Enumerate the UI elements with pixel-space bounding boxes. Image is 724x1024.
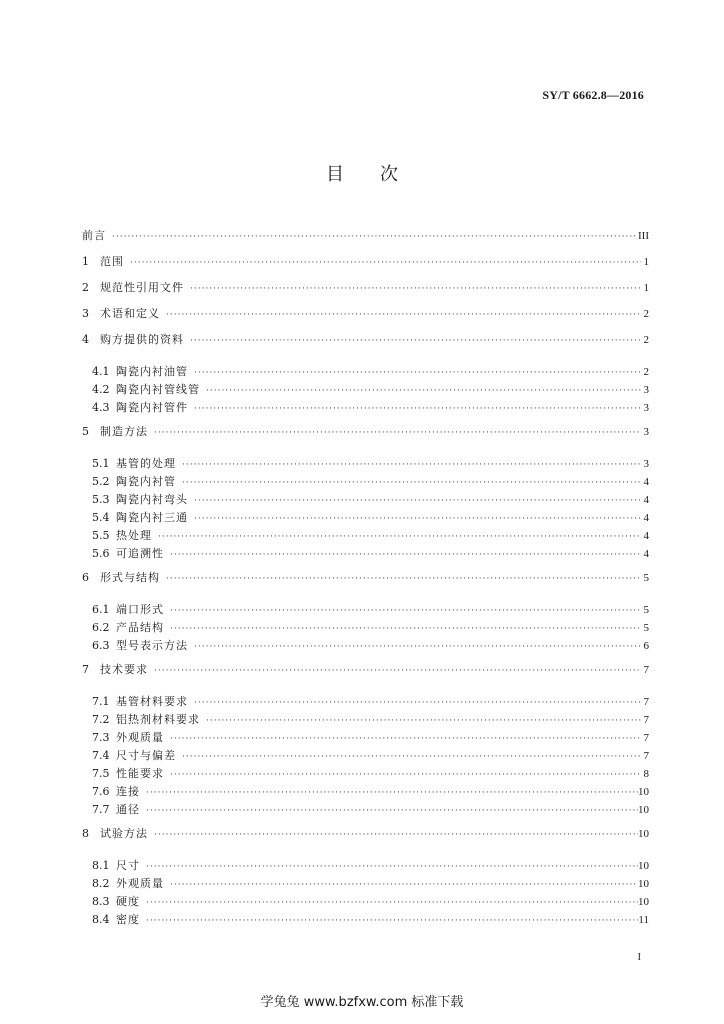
toc-entry-page: 6 <box>643 640 649 652</box>
toc-leader-dots <box>146 806 638 816</box>
toc-entry-page: 7 <box>643 714 649 726</box>
toc-entry-label: 连接 <box>116 785 140 798</box>
toc-entry[interactable] <box>82 473 649 491</box>
toc-entry-label: 技术要求 <box>100 663 148 676</box>
toc-entry-page: 1 <box>643 282 649 294</box>
toc-entry-number: 5.4 <box>92 511 110 524</box>
toc-entry-page: 3 <box>643 426 649 438</box>
toc-entry-page: 3 <box>643 402 649 414</box>
toc-entry-page: 2 <box>643 366 649 378</box>
toc-entry-number: 4.2 <box>92 383 110 396</box>
toc-entry-label: 购方提供的资料 <box>100 333 184 346</box>
toc-entry-label: 硬度 <box>116 895 140 908</box>
toc-entry-label: 热处理 <box>116 529 152 542</box>
toc-entry[interactable] <box>82 729 649 747</box>
toc-entry[interactable] <box>82 455 649 473</box>
toc-entry-number: 7.6 <box>92 785 110 798</box>
toc-leader-dots <box>194 698 641 708</box>
toc-entry-page: 4 <box>643 476 649 488</box>
toc-entry-label: 可追溯性 <box>116 547 164 560</box>
toc-entry-label: 产品结构 <box>116 621 164 634</box>
table-of-contents <box>82 227 649 929</box>
toc-entry-label: 性能要求 <box>116 767 164 780</box>
title-char-1: 目 <box>326 164 344 185</box>
toc-entry-number: 3 <box>82 307 89 320</box>
toc-entry-page: 10 <box>638 878 649 890</box>
toc-entry[interactable] <box>82 253 649 279</box>
toc-leader-dots <box>158 532 641 542</box>
toc-leader-dots <box>194 404 641 414</box>
toc-leader-dots <box>190 336 641 346</box>
toc-entry-number: 7.1 <box>92 695 110 708</box>
toc-leader-dots <box>146 898 638 908</box>
toc-leader-dots <box>170 606 641 616</box>
toc-entry-page: 2 <box>643 308 649 320</box>
toc-entry[interactable] <box>82 331 649 357</box>
toc-leader-dots <box>154 830 638 840</box>
toc-entry-label: 范围 <box>100 255 124 268</box>
toc-entry-page: 5 <box>643 604 649 616</box>
toc-leader-dots <box>182 752 641 762</box>
toc-entry-label: 尺寸 <box>116 859 140 872</box>
toc-entry-page: 7 <box>643 732 649 744</box>
toc-entry-page: 4 <box>643 512 649 524</box>
toc-entry-number: 1 <box>82 255 89 268</box>
toc-entry-label: 基管的处理 <box>116 457 176 470</box>
toc-entry-label: 陶瓷内衬油管 <box>116 365 188 378</box>
toc-entry-label: 基管材料要求 <box>116 695 188 708</box>
toc-leader-dots <box>170 734 641 744</box>
toc-entry[interactable] <box>82 801 649 819</box>
standard-number: SY/T 6662.8—2016 <box>542 88 644 102</box>
toc-entry-page: 10 <box>638 786 649 798</box>
toc-leader-dots <box>154 666 641 676</box>
toc-entry-page: III <box>638 230 649 242</box>
toc-entry-number: 5.6 <box>92 547 110 560</box>
toc-entry[interactable] <box>82 601 649 619</box>
toc-entry-number: 6 <box>82 571 89 584</box>
toc-entry-number: 8.4 <box>92 913 110 926</box>
toc-entry[interactable] <box>82 911 649 929</box>
toc-entry-number: 5.5 <box>92 529 110 542</box>
toc-entry[interactable] <box>82 527 649 545</box>
toc-entry-label: 形式与结构 <box>100 571 160 584</box>
toc-entry-number: 4.3 <box>92 401 110 414</box>
toc-entry-page: 10 <box>638 860 649 872</box>
toc-entry-number: 5.1 <box>92 457 110 470</box>
toc-entry-number: 7.4 <box>92 749 110 762</box>
toc-entry-label: 尺寸与偏差 <box>116 749 176 762</box>
toc-entry-page: 5 <box>643 622 649 634</box>
toc-entry-number: 7.3 <box>92 731 110 744</box>
toc-entry-page: 2 <box>643 334 649 346</box>
toc-leader-dots <box>206 716 641 726</box>
toc-entry-page: 8 <box>643 768 649 780</box>
toc-leader-dots <box>146 916 638 926</box>
toc-entry-label: 外观质量 <box>116 877 164 890</box>
toc-entry-page: 11 <box>638 914 649 926</box>
toc-entry-page: 7 <box>643 750 649 762</box>
toc-entry-number: 6.1 <box>92 603 110 616</box>
toc-entry-number: 7.2 <box>92 713 110 726</box>
toc-leader-dots <box>194 642 641 652</box>
toc-entry[interactable] <box>82 305 649 331</box>
toc-leader-dots <box>112 232 638 242</box>
toc-entry[interactable] <box>82 545 649 563</box>
toc-entry[interactable] <box>82 765 649 783</box>
toc-entry-number: 5.3 <box>92 493 110 506</box>
toc-entry[interactable] <box>82 399 649 417</box>
toc-entry[interactable] <box>82 661 649 687</box>
toc-leader-dots <box>182 478 641 488</box>
toc-entry-number: 6.2 <box>92 621 110 634</box>
toc-leader-dots <box>170 880 638 890</box>
toc-entry-number: 5 <box>82 425 89 438</box>
title-char-2: 次 <box>380 164 398 185</box>
toc-entry-number: 6.3 <box>92 639 110 652</box>
toc-entry[interactable] <box>82 825 649 851</box>
toc-entry[interactable] <box>82 569 649 595</box>
page-number: I <box>637 952 641 963</box>
toc-entry-page: 4 <box>643 530 649 542</box>
toc-leader-dots <box>170 550 641 560</box>
toc-entry-label: 试验方法 <box>100 827 148 840</box>
toc-leader-dots <box>170 770 641 780</box>
toc-entry-number: 4 <box>82 333 89 346</box>
toc-leader-dots <box>190 284 641 294</box>
toc-entry[interactable] <box>82 423 649 449</box>
toc-entry[interactable] <box>82 381 649 399</box>
toc-entry-number: 4.1 <box>92 365 110 378</box>
toc-leader-dots <box>206 386 641 396</box>
toc-entry[interactable] <box>82 711 649 729</box>
footer-watermark: 学兔兔 www.bzfxw.com 标准下载 <box>260 995 464 1010</box>
toc-entry[interactable] <box>82 279 649 305</box>
toc-entry-page: 7 <box>643 664 649 676</box>
toc-entry-label: 陶瓷内衬管件 <box>116 401 188 414</box>
toc-entry-page: 7 <box>643 696 649 708</box>
toc-entry-label: 陶瓷内衬弯头 <box>116 493 188 506</box>
toc-entry[interactable] <box>82 491 649 509</box>
toc-entry-number: 8.3 <box>92 895 110 908</box>
toc-entry-number: 8.2 <box>92 877 110 890</box>
toc-entry-label: 端口形式 <box>116 603 164 616</box>
toc-entry[interactable] <box>82 619 649 637</box>
toc-entry-number: 7.5 <box>92 767 110 780</box>
toc-entry-page: 10 <box>638 804 649 816</box>
toc-entry-label: 陶瓷内衬三通 <box>116 511 188 524</box>
toc-entry-label: 型号表示方法 <box>116 639 188 652</box>
toc-entry-number: 2 <box>82 281 89 294</box>
toc-entry[interactable] <box>82 509 649 527</box>
toc-entry[interactable] <box>82 747 649 765</box>
toc-leader-dots <box>194 368 641 378</box>
toc-entry-label: 密度 <box>116 913 140 926</box>
toc-leader-dots <box>170 624 641 634</box>
toc-entry-label: 规范性引用文件 <box>100 281 184 294</box>
toc-entry-page: 4 <box>643 494 649 506</box>
toc-leader-dots <box>194 496 641 506</box>
toc-leader-dots <box>130 258 641 268</box>
toc-entry-page: 5 <box>643 572 649 584</box>
toc-entry-number: 7 <box>82 663 89 676</box>
toc-entry[interactable] <box>82 363 649 381</box>
page-title <box>0 160 724 186</box>
toc-leader-dots <box>194 514 641 524</box>
toc-entry-label: 制造方法 <box>100 425 148 438</box>
toc-leader-dots <box>182 460 641 470</box>
toc-entry-page: 3 <box>643 384 649 396</box>
toc-entry[interactable] <box>82 857 649 875</box>
toc-entry-label: 铝热剂材料要求 <box>116 713 200 726</box>
toc-entry[interactable] <box>82 783 649 801</box>
toc-leader-dots <box>146 788 638 798</box>
toc-entry-number: 8.1 <box>92 859 110 872</box>
toc-entry-label: 通径 <box>116 803 140 816</box>
toc-leader-dots <box>166 574 641 584</box>
toc-entry-number: 7.7 <box>92 803 110 816</box>
toc-entry[interactable] <box>82 693 649 711</box>
toc-leader-dots <box>146 862 638 872</box>
toc-entry-page: 1 <box>643 256 649 268</box>
toc-entry-label: 外观质量 <box>116 731 164 744</box>
toc-entry-page: 10 <box>638 828 649 840</box>
toc-entry-label: 陶瓷内衬管 <box>116 475 176 488</box>
toc-entry-number: 8 <box>82 827 89 840</box>
toc-entry-page: 3 <box>643 458 649 470</box>
toc-entry-number: 5.2 <box>92 475 110 488</box>
toc-entry-label: 术语和定义 <box>100 307 160 320</box>
toc-entry-label: 前言 <box>82 229 106 242</box>
toc-entry-page: 4 <box>643 548 649 560</box>
toc-entry[interactable] <box>82 893 649 911</box>
toc-entry[interactable] <box>82 637 649 655</box>
toc-entry-page: 10 <box>638 896 649 908</box>
toc-entry[interactable] <box>82 227 649 253</box>
toc-entry[interactable] <box>82 875 649 893</box>
toc-leader-dots <box>154 428 641 438</box>
toc-entry-label: 陶瓷内衬管线管 <box>116 383 200 396</box>
toc-leader-dots <box>166 310 641 320</box>
